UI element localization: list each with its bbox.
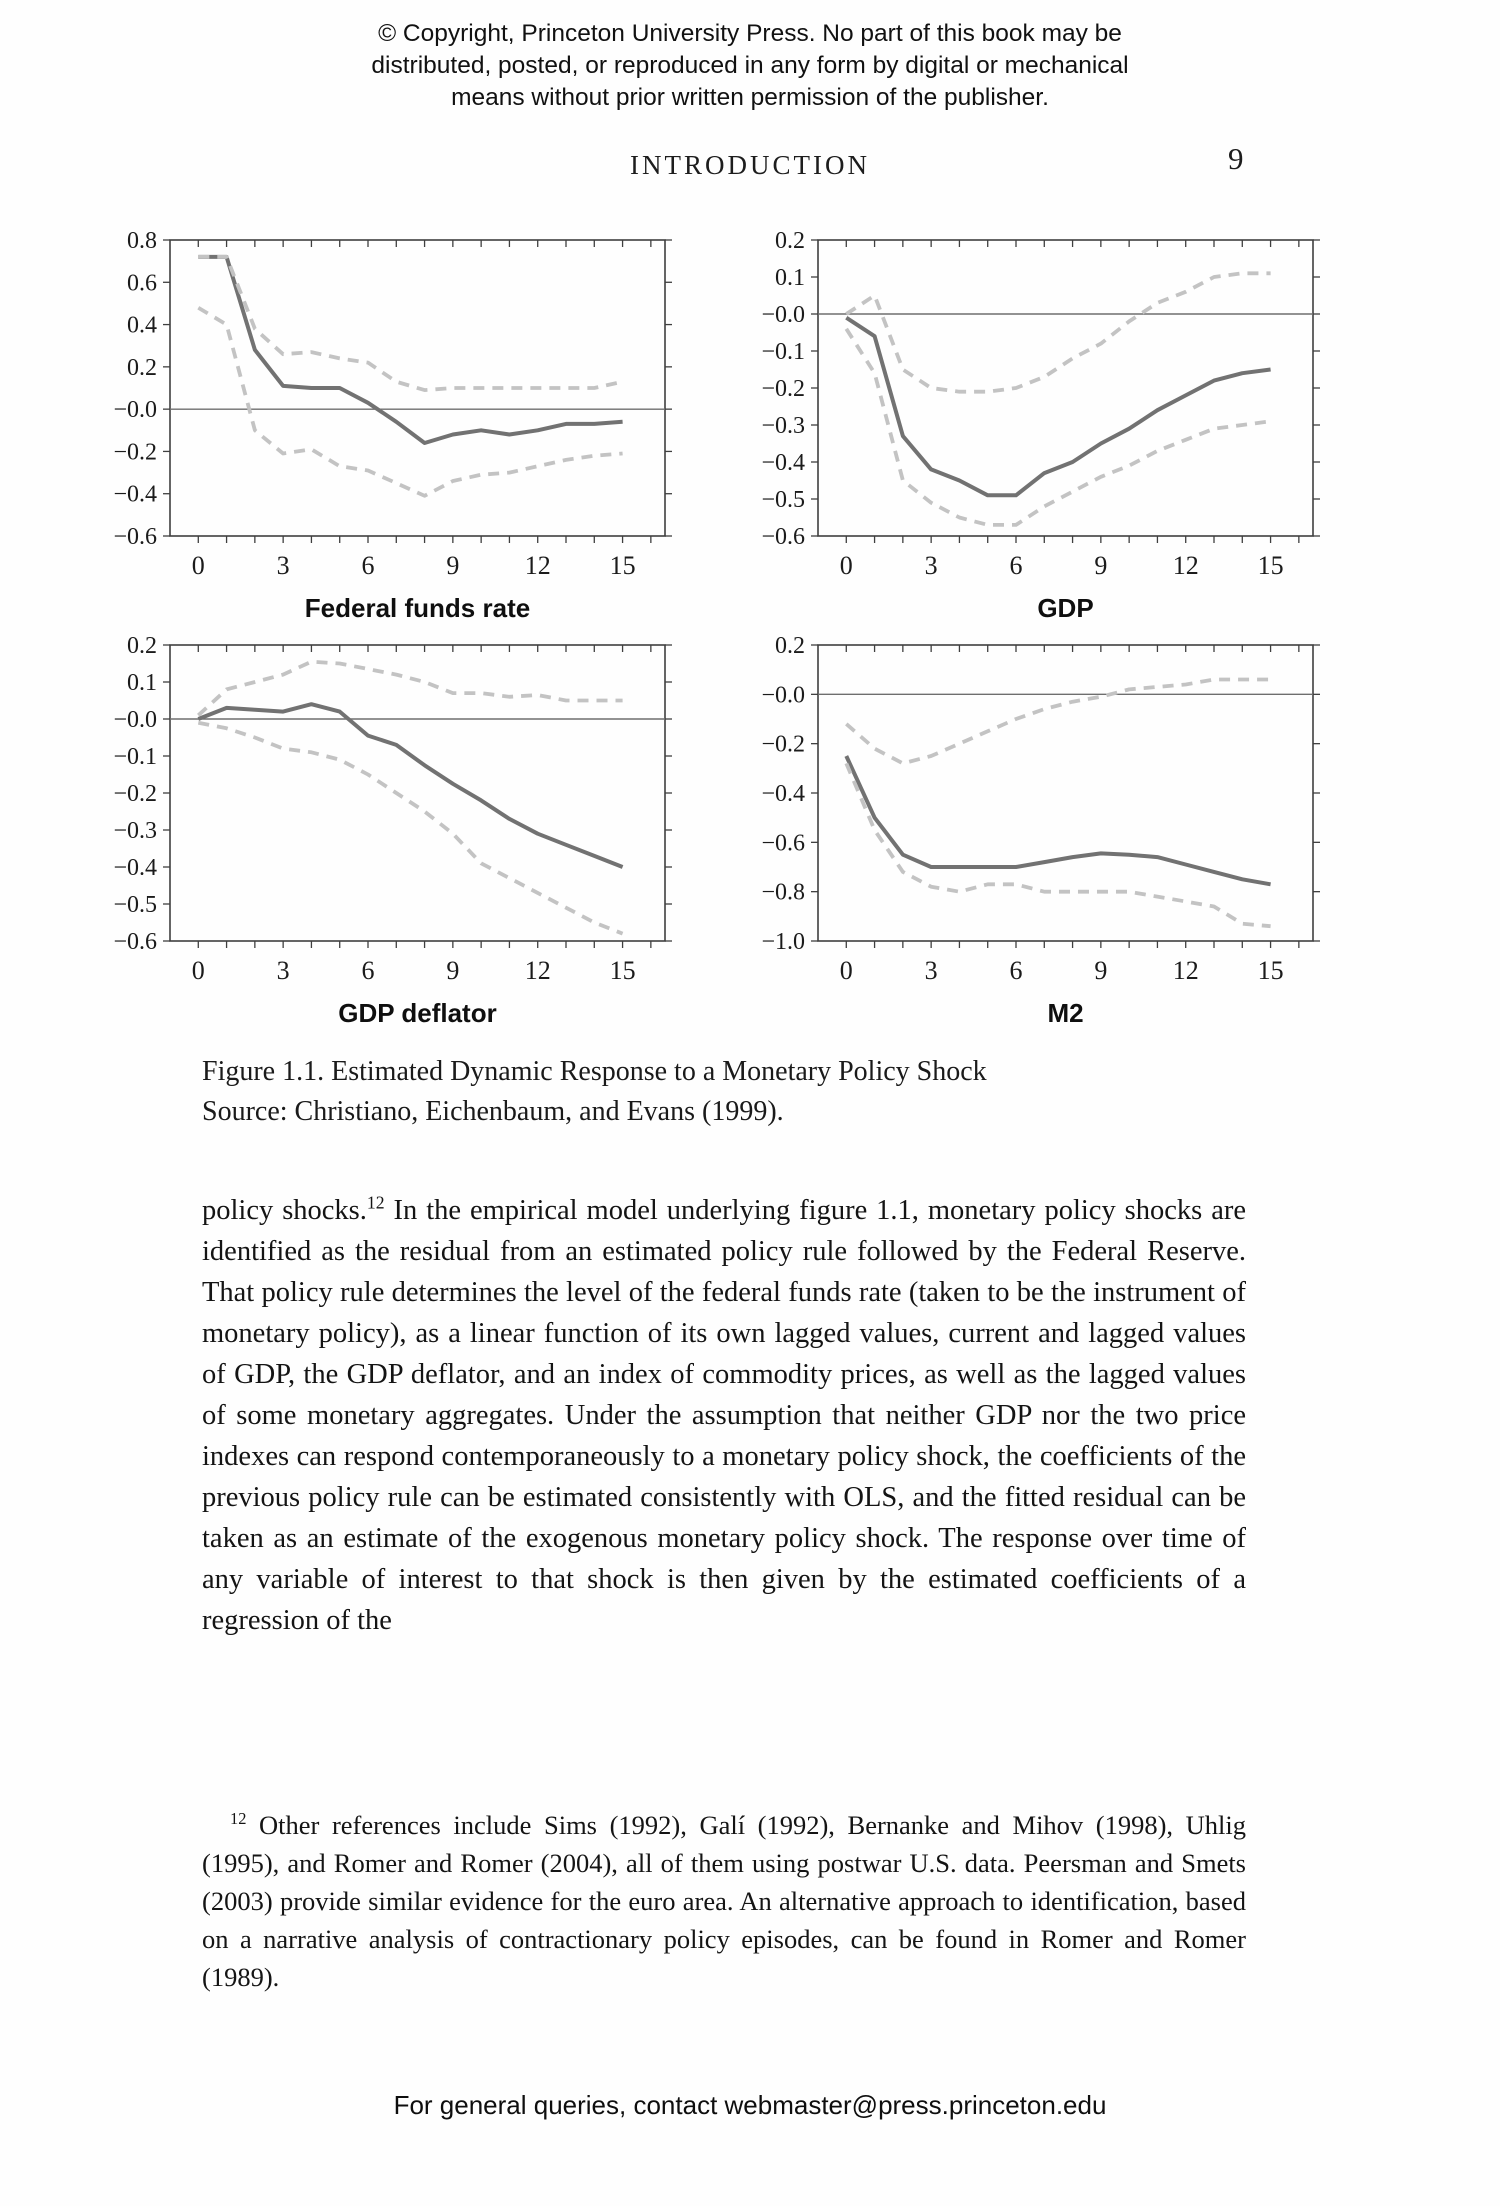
svg-text:−1.0: −1.0 xyxy=(761,929,805,955)
footer-contact: For general queries, contact webmaster@press.princeton.edu xyxy=(393,2090,1107,2120)
svg-text:0.1: 0.1 xyxy=(127,670,157,696)
svg-text:9: 9 xyxy=(446,551,460,580)
figure-caption-line-2: Source: Christiano, Eichenbaum, and Evans (1999). xyxy=(202,1096,784,1127)
svg-text:12: 12 xyxy=(524,956,551,985)
svg-text:15: 15 xyxy=(609,956,636,985)
svg-text:−0.6: −0.6 xyxy=(113,524,157,550)
svg-text:0: 0 xyxy=(839,551,853,580)
svg-text:−0.2: −0.2 xyxy=(761,376,805,402)
svg-text:−0.4: −0.4 xyxy=(113,481,157,508)
svg-text:3: 3 xyxy=(276,551,290,580)
svg-text:6: 6 xyxy=(1009,956,1023,985)
svg-text:6: 6 xyxy=(361,551,375,580)
svg-text:3: 3 xyxy=(276,956,290,985)
svg-text:0: 0 xyxy=(839,956,853,985)
svg-text:−0.0: −0.0 xyxy=(761,302,805,328)
svg-text:−0.5: −0.5 xyxy=(761,487,805,513)
svg-text:15: 15 xyxy=(1257,551,1284,580)
footnote xyxy=(202,1806,1246,1996)
svg-text:0.2: 0.2 xyxy=(127,354,157,381)
footnote-number: 12 xyxy=(230,1809,247,1829)
svg-text:9: 9 xyxy=(446,956,460,985)
svg-text:6: 6 xyxy=(361,956,375,985)
svg-text:0.4: 0.4 xyxy=(127,312,157,339)
chart-federal-funds-rate xyxy=(100,232,685,624)
svg-text:12: 12 xyxy=(1172,956,1199,985)
svg-text:0: 0 xyxy=(191,956,205,985)
svg-text:0.2: 0.2 xyxy=(127,637,157,659)
svg-text:−0.4: −0.4 xyxy=(761,781,805,807)
svg-text:−0.6: −0.6 xyxy=(761,524,805,550)
svg-text:−0.0: −0.0 xyxy=(113,707,157,733)
svg-text:−0.6: −0.6 xyxy=(113,929,157,955)
chart-m2 xyxy=(748,637,1333,1029)
svg-text:−0.2: −0.2 xyxy=(113,439,157,466)
svg-text:−0.6: −0.6 xyxy=(761,830,805,857)
svg-text:12: 12 xyxy=(1172,551,1199,580)
svg-text:−0.4: −0.4 xyxy=(113,855,157,881)
copyright-notice xyxy=(0,18,1500,114)
chart-gdp-deflator xyxy=(100,637,685,1029)
svg-text:−0.3: −0.3 xyxy=(113,818,157,844)
svg-text:0.6: 0.6 xyxy=(127,270,157,297)
svg-text:−0.1: −0.1 xyxy=(113,744,157,770)
chart-m2-plot xyxy=(748,637,1333,987)
svg-text:−0.4: −0.4 xyxy=(761,450,805,476)
body-paragraph xyxy=(202,1190,1246,1641)
svg-text:0.2: 0.2 xyxy=(775,232,805,254)
body-text-lead: policy shocks. xyxy=(202,1195,367,1226)
svg-text:15: 15 xyxy=(1257,956,1284,985)
footnote-text: Other references include Sims (1992), Galí (1992), Bernanke and Mihov (1998), Uhlig (1995), and Romer and Romer (2004), all of them using postwar U.S. data. Peersman and Smets (2003) provide similar evidence for the euro area. An alternative approach to identification, based on a narrative analysis of contractionary policy episodes, can be found in Romer and Romer (1989). xyxy=(202,1810,1246,1992)
svg-text:−0.0: −0.0 xyxy=(113,397,157,424)
chart-title-m2: M2 xyxy=(1047,998,1084,1028)
svg-text:0.2: 0.2 xyxy=(775,637,805,659)
figure-caption xyxy=(202,1052,1262,1132)
svg-text:9: 9 xyxy=(1094,551,1108,580)
svg-text:12: 12 xyxy=(524,551,551,580)
svg-text:0: 0 xyxy=(191,551,205,580)
running-head: INTRODUCTION xyxy=(630,150,870,180)
svg-text:−0.8: −0.8 xyxy=(761,879,805,906)
footnote-marker: 12 xyxy=(366,1192,385,1213)
page-number: 9 xyxy=(1228,141,1244,176)
copyright-line-1: © Copyright, Princeton University Press. No part of this book may be xyxy=(378,20,1122,47)
chart-gdp xyxy=(748,232,1333,624)
svg-text:−0.2: −0.2 xyxy=(761,731,805,758)
svg-text:6: 6 xyxy=(1009,551,1023,580)
svg-text:−0.1: −0.1 xyxy=(761,339,805,365)
chart-federal-funds-rate-plot xyxy=(100,232,685,582)
copyright-line-2: distributed, posted, or reproduced in any form by digital or mechanical xyxy=(371,52,1129,79)
svg-text:15: 15 xyxy=(609,551,636,580)
svg-text:9: 9 xyxy=(1094,956,1108,985)
svg-text:3: 3 xyxy=(924,956,938,985)
figure-caption-line-1: Figure 1.1. Estimated Dynamic Response to a Monetary Policy Shock xyxy=(202,1056,987,1087)
chart-gdp-plot xyxy=(748,232,1333,582)
chart-title-gdp-deflator: GDP deflator xyxy=(338,998,497,1028)
svg-text:3: 3 xyxy=(924,551,938,580)
svg-text:0.8: 0.8 xyxy=(127,232,157,254)
body-text-rest: In the empirical model underlying figure 1.1, monetary policy shocks are identified as the residual from an estimated policy rule followed by the Federal Reserve. That policy rule determines the level of the federal funds rate (taken to be the instrument of monetary policy), as a linear function of its own lagged values, current and lagged values of GDP, the GDP deflator, and an index of commodity prices, as well as the lagged values of some monetary aggregates. Under the assumption that neither GDP nor the two price indexes can respond contemporaneously to a monetary policy shock, the coefficients of the previous policy rule can be estimated consistently with OLS, and the fitted residual can be taken as an estimate of the exogenous monetary policy shock. The response over time of any variable of interest to that shock is then given by the estimated coefficients of a regression of the xyxy=(202,1195,1246,1636)
copyright-line-3: means without prior written permission of the publisher. xyxy=(451,84,1049,111)
chart-gdp-deflator-plot xyxy=(100,637,685,987)
svg-text:−0.0: −0.0 xyxy=(761,682,805,709)
chart-title-federal-funds-rate: Federal funds rate xyxy=(304,593,531,623)
chart-title-gdp: GDP xyxy=(1037,593,1094,623)
svg-text:−0.3: −0.3 xyxy=(761,413,805,439)
svg-text:−0.2: −0.2 xyxy=(113,781,157,807)
svg-text:−0.5: −0.5 xyxy=(113,892,157,918)
svg-text:0.1: 0.1 xyxy=(775,265,805,291)
